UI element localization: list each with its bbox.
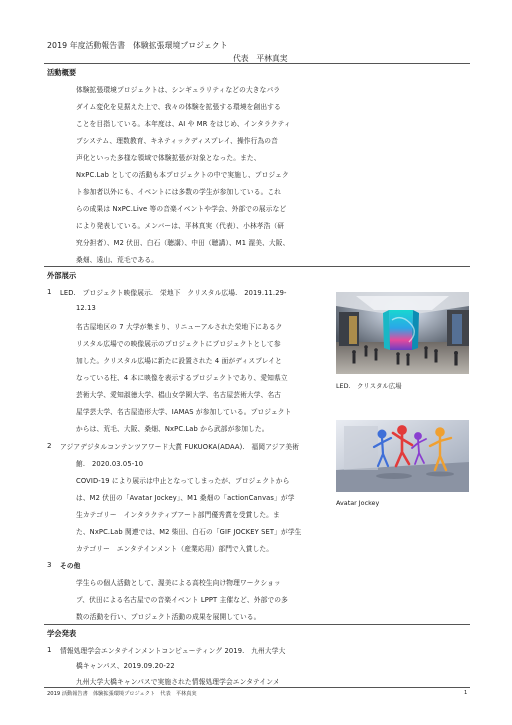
text-line: 数の活動を行い、プロジェクト活動の成果を展開している。 — [76, 613, 261, 621]
item-number: 3 — [47, 560, 52, 569]
footer-rule — [44, 687, 470, 688]
text-line: からは、荒毛、大阪、桑畑、NxPC.Lab から武部が参加した。 — [76, 425, 269, 433]
item-number: 1 — [47, 287, 52, 296]
section-rule — [44, 266, 470, 267]
text-line: プ、伏田による名古屋での音楽イベント LPPT 主催など、外部での多 — [76, 596, 288, 604]
item-title: LED. プロジェクト映像展示. 栄地下 クリスタル広場. 2019.11.29- — [60, 289, 287, 297]
text-line: 名古屋地区の 7 大学が集まり、リニューアルされた栄地下にあるク — [76, 323, 283, 331]
text-line: NxPC.Lab としての活動も本プロジェクトの中で実施し、プロジェク — [76, 171, 289, 179]
crystal-plaza-photo — [336, 292, 469, 374]
text-line: 屋学芸大学、名古屋造形大学、IAMAS が参加している。プロジェクト — [76, 408, 292, 416]
avatar-jockey-photo — [336, 420, 469, 492]
item-title: 館. 2020.03.05-10 — [76, 460, 144, 468]
section-heading-exhibitions: 外部展示 — [47, 271, 77, 280]
section-heading-overview: 活動概要 — [47, 68, 77, 77]
item-title: 情報処理学会エンタテインメントコンピューティング 2019. 九州大学大 — [60, 647, 286, 655]
text-line: リスタル広場での映像展示のプロジェクトにプロジェクトとして参 — [76, 340, 281, 348]
text-line: ト参加者以外にも、イベントには多数の学生が参加している。これ — [76, 188, 282, 196]
text-line: 桑畑、遠山、荒毛である。 — [76, 256, 159, 264]
section-rule — [44, 624, 470, 625]
page-number: 1 — [464, 690, 468, 696]
text-line: 加した。クリスタル広場に新たに設置された 4 面がディスプレイと — [76, 357, 282, 365]
text-line: 体験拡張環境プロジェクトは、シンギュラリティなどの大きなパラ — [76, 86, 281, 94]
text-line: COVID-19 により展示は中止となってしまったが、プロジェクトから — [76, 477, 290, 485]
footer-text: 2019 活動報告書 体験拡張環境プロジェクト 代表 平林真実 — [47, 691, 197, 697]
text-line: 九州大学大橋キャンパスで実施された情報処理学会エンタテインメ — [76, 678, 280, 686]
text-line: カテゴリー エンタテインメント（産業応用）部門で入賞した。 — [76, 545, 274, 553]
text-line: により発表している。メンバーは、平林真実（代表）、小林孝浩（研 — [76, 222, 285, 230]
item-title: その他 — [60, 562, 81, 570]
text-line: なっている柱、4 本に映像を表示するプロジェクトであり、愛知県立 — [76, 374, 288, 382]
item-number: 2 — [47, 441, 52, 450]
text-line: 生カテゴリー インタラクティブアート部門優秀賞を受賞した。ま — [76, 511, 280, 519]
item-title: アジアデジタルコンテンツアワード大賞 FUKUOKA(ADAA). 福岡アジア美術 — [60, 443, 300, 451]
text-line: た、NxPC.Lab 関連では、M2 柴田、白石の「GIF JOCKEY SET」が学生 — [76, 528, 302, 536]
section-heading-conferences: 学会発表 — [47, 629, 77, 638]
text-line: 声化といった多様な領域で体験拡張が対象となった。また、 — [76, 154, 261, 162]
item-number: 1 — [47, 645, 52, 654]
text-line: ことを目指している。本年度は、AI や MR をはじめ、インタラクティ — [76, 120, 291, 128]
item-title: 橋キャンパス、2019.09.20-22 — [76, 662, 175, 670]
item-title: 12.13 — [76, 304, 96, 312]
text-line: 芸術大学、愛知淑徳大学、椙山女学園大学、名古屋芸術大学、名古 — [76, 391, 282, 399]
figure-caption: LED. クリスタル広場 — [336, 382, 402, 390]
text-line: は、M2 伏田の「Avatar Jockey」、M1 桑畑の「actionCanvas」が学 — [76, 494, 295, 502]
text-line: ダイム変化を見据えた上で、我々の体験を拡張する環境を創出する — [76, 103, 281, 111]
text-line: 究分担者）、M2 伏田、白石（聴講）、中田（聴講）、M1 渥美、大阪、 — [76, 239, 290, 247]
representative: 代表 平林真実 — [233, 54, 288, 63]
text-line: ブシステム、理数教育、キネティックディスプレイ、操作行為の音 — [76, 137, 278, 145]
figure-caption: Avatar Jockey — [336, 499, 380, 507]
text-line: 学生らの個人活動として、渥美による高校生向け物理ワークショッ — [76, 579, 281, 587]
text-line: らの成果は NxPC.Live 等の音楽イベントや学会、外部での展示など — [76, 205, 287, 213]
document-title: 2019 年度活動報告書 体験拡張環境プロジェクト — [47, 41, 228, 50]
header-rule — [44, 63, 470, 64]
